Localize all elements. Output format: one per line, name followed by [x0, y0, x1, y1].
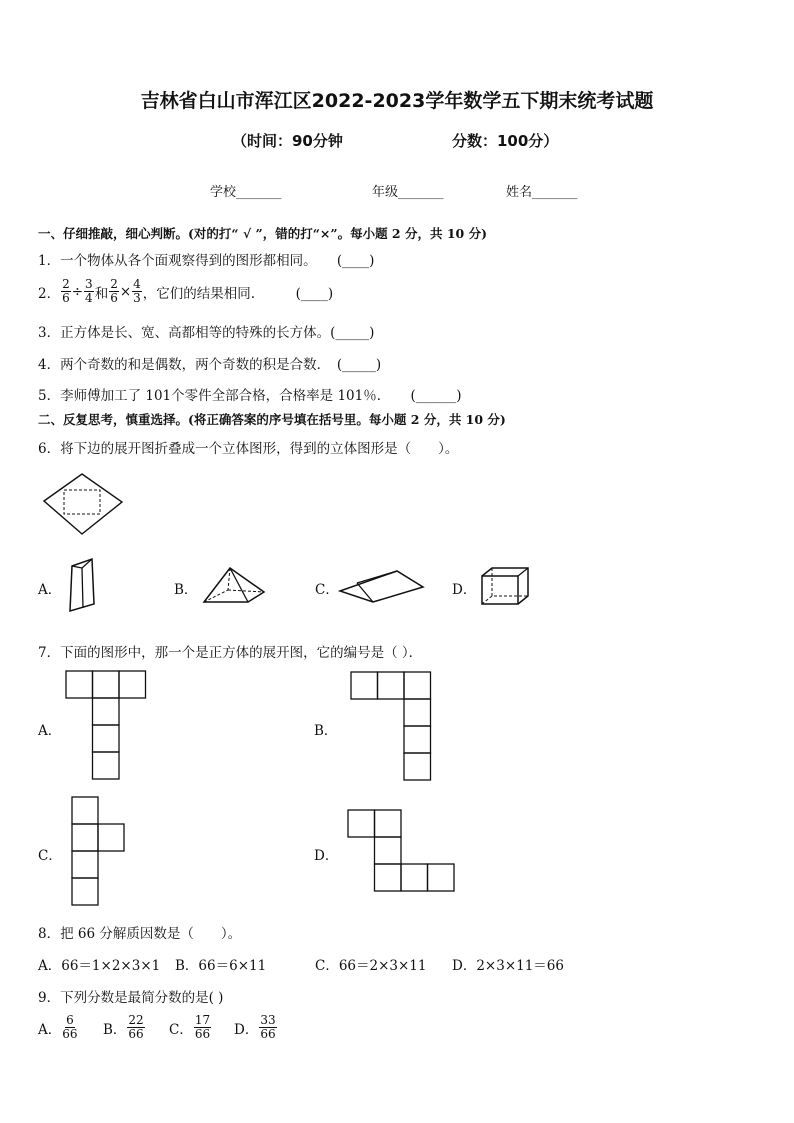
- q2-fraction-4: $\frac{4}{3}$: [133, 277, 141, 305]
- q7-option-a[interactable]: A．: [38, 723, 62, 739]
- q2-suffix: ，它们的结果相同. (____): [142, 285, 334, 302]
- q8-option-c[interactable]: C．66＝2×3×11: [315, 958, 427, 974]
- school-field: 学校_______: [210, 185, 282, 200]
- grade-field: 年级_______: [372, 185, 444, 200]
- question-9: 9．下列分数是最简分数的是( ): [38, 990, 224, 1006]
- q2-and: 和: [94, 285, 109, 302]
- q2-fraction-3: $\frac{2}{6}$: [110, 277, 118, 305]
- q2-multiply-sign: ×: [119, 283, 132, 300]
- q7-net-b: [351, 672, 433, 784]
- q9-option-a[interactable]: A． $\frac{6}{66}$: [38, 1013, 78, 1041]
- q9-option-b[interactable]: B． $\frac{22}{66}$: [103, 1013, 144, 1041]
- q6-option-a[interactable]: A．: [38, 582, 62, 598]
- q2-fraction-2: $\frac{3}{4}$: [85, 277, 93, 305]
- q7-option-c[interactable]: C．: [38, 848, 62, 864]
- q6-option-d[interactable]: D．: [452, 582, 477, 598]
- question-1: 1．一个物体从各个面观察得到的图形都相同。 (____): [38, 253, 375, 269]
- q7-net-c: [72, 797, 128, 909]
- q6-wedge-c: [337, 563, 429, 605]
- q6-prism-a: [64, 556, 100, 614]
- q9-option-c[interactable]: C． $\frac{17}{66}$: [169, 1013, 211, 1041]
- q7-net-a: [66, 671, 148, 783]
- name-field: 姓名_______: [506, 185, 578, 200]
- q8-option-b[interactable]: B．66＝6×11: [175, 958, 267, 974]
- section-2-heading: 二、反复思考，慎重选择。(将正确答案的序号填在括号里。每小题 2 分，共 10 分): [38, 412, 506, 427]
- exam-score: 分数：100分）: [452, 132, 559, 150]
- page-title: 吉林省白山市浑江区2022-2023学年数学五下期末统考试题: [140, 90, 654, 112]
- question-2: [38, 278, 333, 305]
- q6-net-figure: [40, 470, 126, 540]
- q7-option-d[interactable]: D．: [314, 848, 339, 864]
- section-1-heading: 一、仔细推敲，细心判断。(对的打“ √ ”，错的打“×”。每小题 2 分，共 10 分): [38, 226, 487, 241]
- question-4: 4．两个奇数的和是偶数，两个奇数的积是合数． (_____): [38, 357, 382, 373]
- q8-option-d[interactable]: D．2×3×11＝66: [452, 958, 564, 974]
- q6-option-b[interactable]: B．: [174, 582, 198, 598]
- q2-fraction-1: $\frac{2}{6}$: [62, 277, 70, 305]
- q6-pyramid-b: [200, 562, 268, 606]
- q6-option-c[interactable]: C．: [315, 582, 339, 598]
- q9-option-d[interactable]: D． $\frac{33}{66}$: [234, 1013, 276, 1041]
- q7-net-d: [348, 810, 458, 895]
- question-6: 6．将下边的展开图折叠成一个立体图形，得到的立体图形是（ ）。: [38, 441, 459, 457]
- q2-divide-sign: ÷: [71, 283, 84, 300]
- q8-option-a[interactable]: A．66＝1×2×3×1: [38, 958, 161, 974]
- exam-time: （时间：90分钟: [232, 132, 343, 150]
- q6-cuboid-d: [478, 564, 532, 608]
- q7-option-b[interactable]: B．: [314, 723, 338, 739]
- question-5: 5．李师傅加工了 101个零件全部合格，合格率是 101％． (______): [38, 388, 462, 404]
- q2-prefix: 2．: [38, 285, 61, 302]
- question-8: 8．把 66 分解质因数是（ ）。: [38, 926, 242, 942]
- question-3: 3．正方体是长、宽、高都相等的特殊的长方体。(_____): [38, 325, 375, 341]
- question-7: 7．下面的图形中，那一个是正方体的展开图，它的编号是（ ）．: [38, 645, 423, 661]
